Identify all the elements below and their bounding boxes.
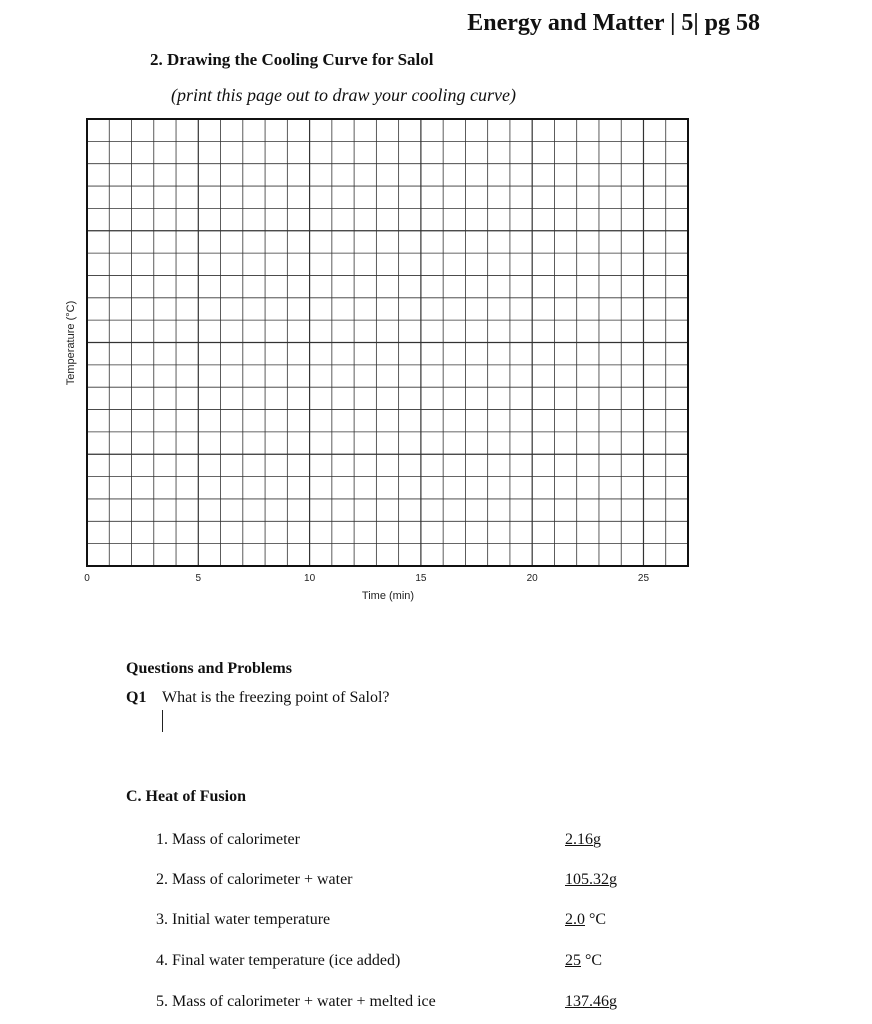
heat-of-fusion-title: C. Heat of Fusion [126, 788, 246, 805]
x-tick-label: 20 [526, 573, 538, 584]
section-title: 2. Drawing the Cooling Curve for Salol [150, 50, 434, 69]
value-unit: g [609, 993, 617, 1010]
section-subtitle: (print this page out to draw your cooling curve) [171, 85, 516, 105]
measurement-value [565, 911, 606, 929]
measurement-label: 5. Mass of calorimeter + water + melted ice [156, 993, 436, 1010]
page-header-title: Energy and Matter | 5| pg 58 [467, 10, 760, 36]
x-axis-label: Time (min) [361, 590, 415, 602]
value-number: 105.32 [565, 871, 609, 888]
measurement-value [565, 952, 602, 970]
y-axis-label: Temperature (°C) [65, 300, 77, 386]
question-text: What is the freezing point of Salol? [162, 689, 390, 706]
value-unit: g [593, 831, 601, 848]
measurement-value [565, 993, 617, 1011]
x-tick-label: 25 [637, 573, 650, 584]
x-axis-ticks [84, 573, 649, 584]
questions-title: Questions and Problems [126, 660, 292, 677]
x-tick-label: 0 [84, 573, 90, 584]
value-unit: °C [581, 952, 603, 969]
x-tick-label: 15 [415, 573, 427, 584]
value-number: 25 [565, 952, 581, 969]
measurement-label: 3. Initial water temperature [156, 911, 331, 928]
x-tick-label: 10 [304, 573, 316, 584]
graph-grid [87, 119, 688, 566]
value-unit: g [609, 871, 617, 888]
measurement-label: 4. Final water temperature (ice added) [156, 952, 401, 969]
measurement-label: 2. Mass of calorimeter + water [156, 871, 353, 888]
value-number: 2.16 [565, 831, 593, 848]
measurement-label: 1. Mass of calorimeter [156, 831, 300, 848]
value-number: 137.46 [565, 993, 609, 1010]
value-unit: °C [585, 911, 607, 928]
x-tick-label: 5 [195, 573, 202, 584]
question-number: Q1 [126, 689, 147, 706]
measurement-value [565, 871, 617, 889]
answer-text-cursor[interactable] [162, 710, 163, 732]
measurement-value [565, 831, 601, 849]
value-number: 2.0 [565, 911, 585, 928]
